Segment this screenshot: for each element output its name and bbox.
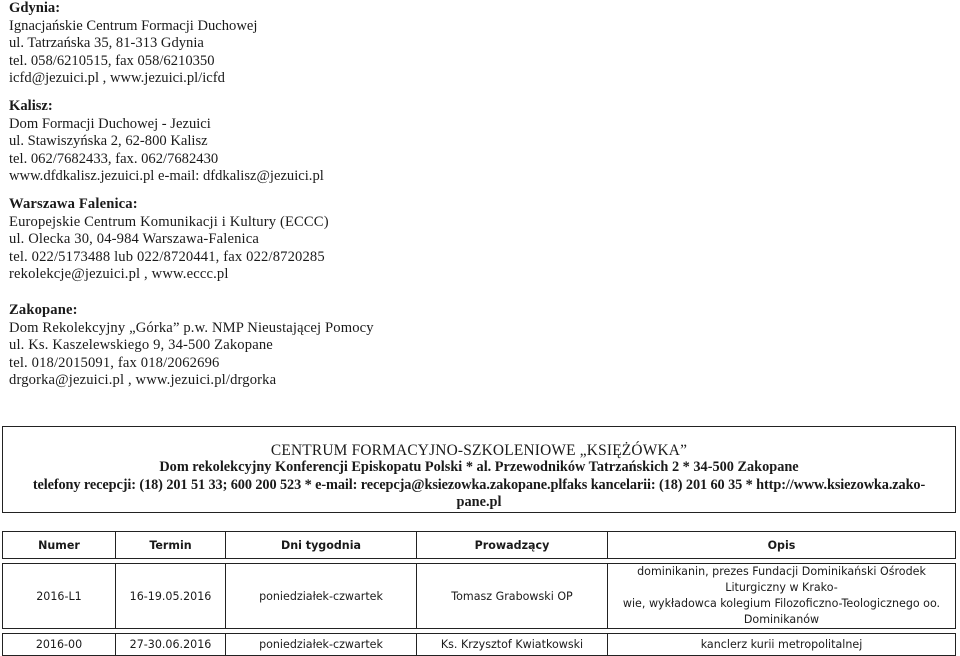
centre-subtitle: Dom rekolekcyjny Konferencji Episkopatu Polski * al. Przewodników Tatrzańskich 2 * 34-500 Zakopane — [159, 459, 799, 476]
cell-opis — [608, 564, 956, 629]
address-block-warszawa-falenica — [9, 196, 329, 284]
centre-contact-line: telefony recepcji: (18) 201 51 33; 600 200 523 * e-mail: recepcja@ksiezowka.zakopane.plfaks kancelarii: (18) 201 60 35 * http://www.ksiezowka.zako- — [32, 476, 926, 493]
column-header-prowadzacy: Prowadzący — [417, 532, 608, 559]
opis-line: dominikanin, prezes Fundacji Dominikański Ośrodek Liturgiczny w Krako- — [637, 565, 926, 594]
address-block-zakopane — [9, 302, 374, 390]
address-line: ul. Olecka 30, 04-984 Warszawa-Falenica — [9, 231, 259, 248]
column-header-numer: Numer — [3, 532, 116, 559]
column-header-opis: Opis — [608, 532, 956, 559]
centre-contact-line-end: pane.pl — [456, 494, 502, 511]
cell-prowadzacy: Ks. Krzysztof Kwiatkowski — [417, 634, 608, 656]
cell-termin: 16-19.05.2016 — [116, 564, 226, 629]
address-heading: Kalisz: — [9, 98, 53, 114]
column-header-dni-tygodnia: Dni tygodnia — [226, 532, 417, 559]
address-line: Dom Formacji Duchowej - Jezuici — [9, 115, 211, 132]
cell-numer: 2016-00 — [3, 634, 116, 656]
address-line: tel. 018/2015091, fax 018/2062696 — [9, 354, 220, 371]
address-heading: Gdynia: — [9, 0, 61, 16]
address-heading: Warszawa Falenica: — [9, 196, 138, 212]
address-line: ul. Ks. Kaszelewskiego 9, 34-500 Zakopane — [9, 337, 273, 354]
address-line: ul. Tatrzańska 35, 81-313 Gdynia — [9, 35, 204, 52]
address-block-gdynia — [9, 0, 257, 88]
address-line: Dom Rekolekcyjny „Górka” p.w. NMP Nieustającej Pomocy — [9, 319, 374, 336]
address-line: ul. Stawiszyńska 2, 62-800 Kalisz — [9, 133, 208, 150]
cell-dni: poniedziałek-czwartek — [226, 564, 417, 629]
address-line: tel. 022/5173488 lub 022/8720441, fax 022/8720285 — [9, 248, 325, 265]
address-line: icfd@jezuici.pl , www.jezuici.pl/icfd — [9, 70, 225, 87]
schedule-table — [2, 531, 956, 656]
centre-title: CENTRUM FORMACYJNO-SZKOLENIOWE „KSIĘŻÓWKA” — [270, 442, 688, 459]
cell-opis: kanclerz kurii metropolitalnej — [608, 634, 956, 656]
address-line: tel. 058/6210515, fax 058/6210350 — [9, 52, 215, 69]
table-row — [3, 564, 956, 629]
cell-dni: poniedziałek-czwartek — [226, 634, 417, 656]
opis-line: wie, wykładowca kolegium Filozoficzno-Teologicznego oo. Dominikanów — [622, 597, 941, 626]
address-line: drgorka@jezuici.pl , www.jezuici.pl/drgorka — [9, 372, 277, 389]
address-block-kalisz — [9, 98, 324, 186]
cell-prowadzacy: Tomasz Grabowski OP — [417, 564, 608, 629]
cell-termin: 27-30.06.2016 — [116, 634, 226, 656]
address-line: Ignacjańskie Centrum Formacji Duchowej — [9, 17, 258, 34]
column-header-termin: Termin — [116, 532, 226, 559]
address-line: tel. 062/7682433, fax. 062/7682430 — [9, 150, 219, 167]
centre-info-box — [2, 426, 956, 513]
address-heading: Zakopane: — [9, 302, 78, 318]
table-row — [3, 634, 956, 656]
address-line: rekolekcje@jezuici.pl , www.eccc.pl — [9, 266, 229, 283]
table-header-row — [3, 532, 956, 559]
address-line: www.dfdkalisz.jezuici.pl e-mail: dfdkalisz@jezuici.pl — [9, 168, 324, 185]
address-line: Europejskie Centrum Komunikacji i Kultury (ECCC) — [9, 213, 329, 230]
cell-numer: 2016-L1 — [3, 564, 116, 629]
